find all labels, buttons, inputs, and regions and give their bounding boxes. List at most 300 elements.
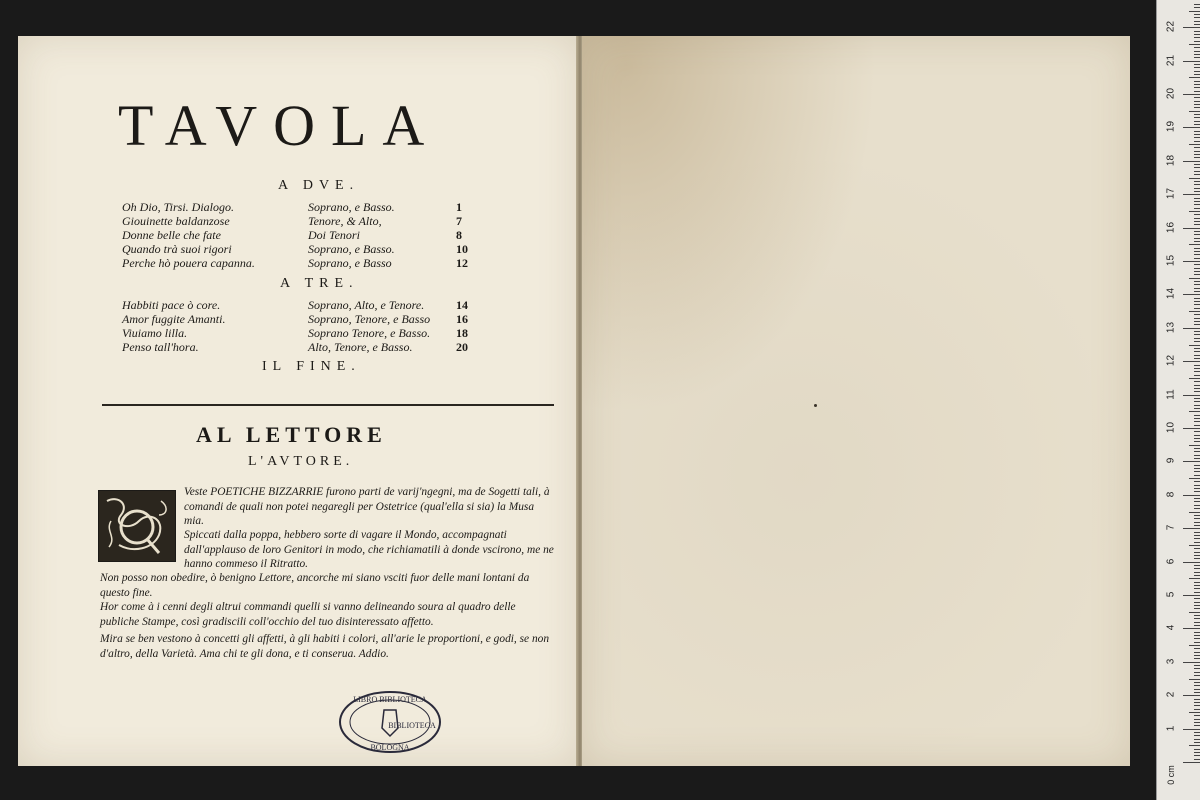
ruler-tick [1194, 271, 1200, 272]
ruler-tick [1194, 615, 1200, 616]
ruler-tick [1194, 131, 1200, 132]
ruler-tick [1194, 625, 1200, 626]
page-number: 1 [456, 200, 462, 214]
ruler-tick [1189, 578, 1200, 579]
ruler-tick [1194, 602, 1200, 603]
ruler-tick [1194, 97, 1200, 98]
song-title: Perche hò pouera capanna. [122, 256, 255, 270]
page-number: 7 [456, 214, 462, 228]
ruler-number: 15 [1165, 254, 1177, 267]
ruler-tick [1194, 365, 1200, 366]
ruler-tick [1183, 461, 1200, 462]
ruler-tick [1194, 147, 1200, 148]
ruler-tick [1189, 512, 1200, 513]
ruler-tick [1194, 47, 1200, 48]
ruler-tick [1194, 498, 1200, 499]
ruler-tick [1194, 291, 1200, 292]
ruler-tick [1194, 675, 1200, 676]
ruler-tick [1194, 535, 1200, 536]
ruler-tick [1194, 592, 1200, 593]
ruler-number: 4 [1165, 625, 1177, 631]
due-row [122, 228, 482, 242]
due-row [122, 242, 482, 256]
ruler-tick [1194, 642, 1200, 643]
right-page-blank [582, 36, 1130, 766]
ruler-tick [1194, 608, 1200, 609]
page-title: TAVOLA [118, 93, 441, 158]
ruler-tick [1189, 612, 1200, 613]
ruler-tick [1183, 194, 1200, 195]
ruler-tick [1189, 44, 1200, 45]
ruler-number: 16 [1165, 221, 1177, 233]
ruler-tick [1194, 408, 1200, 409]
ruler-number: 9 [1165, 458, 1177, 464]
ruler-tick [1194, 719, 1200, 720]
ruler-tick [1194, 341, 1200, 342]
ruler-tick [1194, 685, 1200, 686]
ruler-tick [1194, 281, 1200, 282]
ruler-tick [1194, 682, 1200, 683]
measuring-ruler [1156, 0, 1200, 800]
ruler-tick [1194, 518, 1200, 519]
ruler-number: 21 [1165, 54, 1177, 66]
ruler-tick [1183, 395, 1200, 396]
ruler-tick [1194, 572, 1200, 573]
ruler-tick [1194, 415, 1200, 416]
ruler-tick [1194, 622, 1200, 623]
ruler-tick [1189, 311, 1200, 312]
ruler-number: 2 [1165, 691, 1177, 698]
ruler-tick [1194, 117, 1200, 118]
ruler-tick [1194, 54, 1200, 55]
ruler-tick [1194, 632, 1200, 633]
ruler-tick [1189, 445, 1200, 446]
divider-rule [102, 404, 554, 406]
tre-row [122, 312, 482, 326]
ruler-tick [1194, 435, 1200, 436]
ruler-tick [1194, 154, 1200, 155]
ruler-tick [1194, 401, 1200, 402]
ruler-tick [1194, 51, 1200, 52]
ruler-tick [1194, 689, 1200, 690]
page-number: 20 [456, 340, 468, 354]
ruler-tick [1189, 278, 1200, 279]
ruler-tick [1194, 248, 1200, 249]
reader-heading: AL LETTORE [196, 422, 387, 447]
ruler-tick [1194, 338, 1200, 339]
voices: Alto, Tenore, e Basso. [308, 340, 413, 354]
ruler-number: 13 [1165, 321, 1177, 333]
ruler-tick [1194, 598, 1200, 599]
ruler-number: 19 [1165, 121, 1177, 133]
ruler-tick [1194, 24, 1200, 25]
ruler-tick [1194, 351, 1200, 352]
ruler-tick [1183, 127, 1200, 128]
ruler-tick [1194, 167, 1200, 168]
ruler-tick [1194, 164, 1200, 165]
ruler-tick [1194, 124, 1200, 125]
ruler-tick [1194, 214, 1200, 215]
ruler-tick [1194, 321, 1200, 322]
ruler-tick [1194, 732, 1200, 733]
ruler-tick [1194, 334, 1200, 335]
ruler-tick [1194, 238, 1200, 239]
ruler-tick [1194, 385, 1200, 386]
ruler-tick [1194, 188, 1200, 189]
preface-paragraph-5: Mira se ben vestono à concetti gli affetti, à gli habiti i colori, all'arie le proportioni, e godi, se non d'altro, della Varietà. Ama chi te gli dona, e ti conserua. Addio. [100, 633, 550, 660]
ruler-number: 18 [1165, 154, 1177, 166]
ruler-tick [1194, 251, 1200, 252]
song-title: Penso tall'hora. [122, 340, 199, 354]
ruler-tick [1194, 605, 1200, 606]
ruler-tick [1194, 431, 1200, 432]
ruler-tick [1194, 722, 1200, 723]
ruler-tick [1194, 4, 1200, 5]
ruler-tick [1194, 331, 1200, 332]
ruler-tick [1194, 181, 1200, 182]
ruler-number: 22 [1165, 21, 1177, 33]
ruler-tick [1183, 662, 1200, 663]
ruler-tick [1194, 648, 1200, 649]
voices: Soprano, Alto, e Tenore. [308, 298, 425, 312]
ruler-tick [1194, 31, 1200, 32]
ruler-tick [1194, 151, 1200, 152]
ruler-tick [1194, 91, 1200, 92]
ruler-tick [1183, 94, 1200, 95]
ruler-number: 14 [1165, 288, 1177, 300]
ruler-tick [1194, 71, 1200, 72]
ruler-tick [1194, 174, 1200, 175]
ruler-tick [1194, 618, 1200, 619]
ruler-tick [1194, 184, 1200, 185]
song-title: Viuiamo lilla. [122, 326, 188, 340]
ruler-number: 7 [1165, 524, 1177, 531]
ruler-tick [1194, 308, 1200, 309]
ruler-tick [1189, 244, 1200, 245]
ruler-tick [1183, 528, 1200, 529]
ruler-number: 8 [1165, 491, 1177, 498]
ruler-tick [1194, 522, 1200, 523]
ruler-tick [1194, 41, 1200, 42]
voices: Soprano Tenore, e Basso. [308, 326, 431, 340]
ruler-tick [1194, 742, 1200, 743]
voices: Soprano, e Basso. [308, 242, 395, 256]
ruler-tick [1183, 595, 1200, 596]
ruler-tick [1189, 645, 1200, 646]
ruler-tick [1194, 348, 1200, 349]
tre-row [122, 298, 482, 312]
ruler-tick [1189, 111, 1200, 112]
voices: Soprano, e Basso. [308, 200, 395, 214]
ruler-tick [1183, 562, 1200, 563]
stamp-text-top: LIBRO BIBLIOTECA [353, 695, 427, 704]
ruler-tick [1194, 264, 1200, 265]
ruler-tick [1194, 448, 1200, 449]
ruler-tick [1183, 27, 1200, 28]
ruler-tick [1194, 582, 1200, 583]
ruler-tick [1194, 585, 1200, 586]
stamp-text-bottom: BOLOGNA [370, 743, 410, 752]
ruler-tick [1183, 361, 1200, 362]
ruler-tick [1194, 508, 1200, 509]
ruler-tick [1194, 471, 1200, 472]
ruler-tick [1194, 485, 1200, 486]
ruler-tick [1194, 418, 1200, 419]
ruler-tick [1194, 137, 1200, 138]
ruler-tick [1194, 7, 1200, 8]
ruler-tick [1194, 324, 1200, 325]
due-row [122, 214, 482, 228]
ruler-tick [1183, 695, 1200, 696]
ruler-tick [1183, 428, 1200, 429]
ruler-tick [1194, 665, 1200, 666]
ruler-tick [1194, 114, 1200, 115]
ruler-tick [1194, 368, 1200, 369]
fine-label: IL FINE. [262, 359, 361, 374]
ruler-number: 10 [1165, 421, 1177, 434]
preface-paragraph-2: Spiccati dalla poppa, hebbero sorte di vagare il Mondo, accompagnati dall'applauso de loro Genitori in modo, che richiamatili à donde vscirono, me ne hanno commeso il Ritratto. [184, 529, 554, 570]
page-number: 16 [456, 312, 468, 326]
due-row [122, 256, 482, 270]
ruler-tick [1194, 234, 1200, 235]
voices: Soprano, e Basso [308, 256, 392, 270]
ruler-tick [1194, 221, 1200, 222]
ruler-tick [1189, 378, 1200, 379]
ruler-number: 6 [1165, 558, 1177, 564]
song-title: Giouinette baldanzose [122, 214, 230, 228]
ruler-number: 3 [1165, 658, 1177, 665]
ruler-tick [1194, 121, 1200, 122]
ruler-tick [1183, 328, 1200, 329]
ruler-tick [1194, 241, 1200, 242]
ruler-tick [1194, 301, 1200, 302]
ruler-tick [1194, 652, 1200, 653]
ruler-tick [1194, 542, 1200, 543]
ruler-tick [1189, 545, 1200, 546]
ruler-tick [1194, 14, 1200, 15]
ruler-tick [1194, 438, 1200, 439]
ruler-number: 1 [1165, 725, 1177, 731]
ruler-tick [1194, 381, 1200, 382]
ruler-tick [1194, 391, 1200, 392]
ruler-tick [1194, 171, 1200, 172]
ruler-tick [1183, 61, 1200, 62]
stamp-text-mid: BIBLIOTECA [388, 721, 436, 730]
ruler-tick [1194, 64, 1200, 65]
ruler-tick [1194, 468, 1200, 469]
ruler-tick [1194, 735, 1200, 736]
ruler-tick [1189, 144, 1200, 145]
ruler-tick [1194, 398, 1200, 399]
ruler-tick [1194, 658, 1200, 659]
ruler-tick [1183, 294, 1200, 295]
ruler-number: 11 [1165, 388, 1177, 400]
ruler-tick [1194, 318, 1200, 319]
page-number: 14 [456, 298, 468, 312]
ruler-tick [1194, 141, 1200, 142]
ruler-tick [1194, 37, 1200, 38]
ruler-tick [1189, 478, 1200, 479]
song-title: Amor fuggite Amanti. [122, 312, 226, 326]
ruler-tick [1194, 481, 1200, 482]
ruler-tick [1183, 228, 1200, 229]
ruler-tick [1194, 288, 1200, 289]
ruler-tick [1194, 588, 1200, 589]
ruler-tick [1189, 211, 1200, 212]
ruler-tick [1183, 729, 1200, 730]
ruler-tick [1194, 635, 1200, 636]
song-title: Oh Dio, Tirsi. Dialogo. [122, 200, 235, 214]
ruler-tick [1194, 451, 1200, 452]
ruler-tick [1189, 712, 1200, 713]
ruler-tick [1194, 555, 1200, 556]
ruler-tick [1183, 628, 1200, 629]
ruler-unit-label: 0 cm [1165, 765, 1176, 785]
ruler-tick [1194, 441, 1200, 442]
ruler-tick [1194, 532, 1200, 533]
ruler-tick [1194, 515, 1200, 516]
ruler-tick [1194, 488, 1200, 489]
ruler-tick [1194, 655, 1200, 656]
ruler-tick [1183, 261, 1200, 262]
ruler-tick [1194, 465, 1200, 466]
ruler-tick [1194, 709, 1200, 710]
ruler-tick [1194, 224, 1200, 225]
ruler-tick [1183, 762, 1200, 763]
ruler-tick [1194, 638, 1200, 639]
ruler-tick [1194, 134, 1200, 135]
ruler-tick [1194, 475, 1200, 476]
ruler-tick [1194, 672, 1200, 673]
tre-row [122, 326, 482, 340]
ruler-tick [1194, 455, 1200, 456]
ruler-tick [1194, 421, 1200, 422]
ruler-number: 5 [1165, 591, 1177, 598]
page-number: 8 [456, 228, 462, 242]
ruler-tick [1194, 568, 1200, 569]
ruler-tick [1194, 425, 1200, 426]
ruler-number: 20 [1165, 87, 1177, 100]
ruler-tick [1194, 84, 1200, 85]
ruler-tick [1194, 201, 1200, 202]
ruler-tick [1194, 268, 1200, 269]
song-title: Donne belle che fate [122, 228, 221, 242]
section-due-heading: A DVE. [278, 178, 360, 193]
ruler-tick [1194, 157, 1200, 158]
library-stamp-icon [336, 688, 444, 756]
ruler-tick [1194, 702, 1200, 703]
ruler-tick [1194, 501, 1200, 502]
ruler-tick [1194, 552, 1200, 553]
ruler-tick [1194, 67, 1200, 68]
ruler-tick [1194, 388, 1200, 389]
song-title: Quando trà suoi rigori [122, 242, 232, 256]
ruler-tick [1194, 668, 1200, 669]
ruler-tick [1194, 104, 1200, 105]
ruler-tick [1194, 57, 1200, 58]
ruler-tick [1194, 575, 1200, 576]
ruler-tick [1194, 715, 1200, 716]
ruler-tick [1194, 81, 1200, 82]
ruler-tick [1194, 565, 1200, 566]
ruler-tick [1194, 74, 1200, 75]
ruler-tick [1194, 692, 1200, 693]
ruler-number: 17 [1165, 188, 1177, 200]
ruler-tick [1194, 525, 1200, 526]
voices: Soprano, Tenore, e Basso [308, 312, 431, 326]
ruler-tick [1194, 548, 1200, 549]
voices: Tenore, & Alto, [308, 214, 382, 228]
ruler-tick [1194, 204, 1200, 205]
ruler-tick [1194, 558, 1200, 559]
ruler-tick [1194, 755, 1200, 756]
ruler-tick [1194, 749, 1200, 750]
ruler-tick [1194, 254, 1200, 255]
ruler-tick [1189, 411, 1200, 412]
ruler-tick [1194, 752, 1200, 753]
voices: Doi Tenori [308, 228, 360, 242]
decorated-initial-icon [98, 490, 176, 562]
ruler-tick [1183, 495, 1200, 496]
ruler-number: 12 [1165, 355, 1177, 367]
ruler-tick [1194, 355, 1200, 356]
paper-speck [814, 404, 817, 407]
ruler-tick [1194, 274, 1200, 275]
ruler-tick [1194, 101, 1200, 102]
ruler-tick [1194, 258, 1200, 259]
ruler-tick [1194, 358, 1200, 359]
ruler-tick [1194, 699, 1200, 700]
ruler-tick [1194, 304, 1200, 305]
page-number: 12 [456, 256, 468, 270]
ruler-tick [1194, 21, 1200, 22]
ruler-tick [1194, 231, 1200, 232]
ruler-tick [1194, 208, 1200, 209]
ruler-tick [1189, 77, 1200, 78]
ruler-tick [1194, 405, 1200, 406]
ruler-tick [1194, 725, 1200, 726]
ruler-tick [1194, 87, 1200, 88]
ruler-tick [1194, 284, 1200, 285]
preface-paragraph-1: Veste POETICHE BIZZARRIE furono parti de varij'ngegni, ma de Sogetti tali, à comandi de quali non potei negaregli per Ostetrice (qual'ella si sia) la Musa mia. [184, 486, 550, 527]
preface-paragraph-4: Hor come à i cenni degli altrui commandi quelli si vanno delineando soura al quadro delle publiche Stampe, così gradiscili coll'occhio del tuo disinteressato affetto. [100, 601, 516, 628]
author-subheading: L'AVTORE. [248, 454, 354, 469]
ruler-tick [1194, 218, 1200, 219]
ruler-tick [1194, 739, 1200, 740]
section-tre-heading: A TRE. [280, 276, 359, 291]
ruler-tick [1194, 375, 1200, 376]
ruler-tick [1194, 705, 1200, 706]
ruler-tick [1189, 11, 1200, 12]
ruler-tick [1194, 34, 1200, 35]
ruler-tick [1194, 538, 1200, 539]
tre-row [122, 340, 482, 354]
ruler-tick [1189, 178, 1200, 179]
page-number: 18 [456, 326, 468, 340]
due-row [122, 200, 482, 214]
ruler-tick [1194, 17, 1200, 18]
ruler-tick [1194, 107, 1200, 108]
ruler-tick [1194, 505, 1200, 506]
ruler-tick [1194, 491, 1200, 492]
ruler-tick [1189, 679, 1200, 680]
ruler-tick [1194, 759, 1200, 760]
song-title: Habbiti pace ò core. [122, 298, 221, 312]
page-number: 10 [456, 242, 468, 256]
ruler-tick [1194, 198, 1200, 199]
ruler-tick [1194, 191, 1200, 192]
ruler-tick [1194, 298, 1200, 299]
